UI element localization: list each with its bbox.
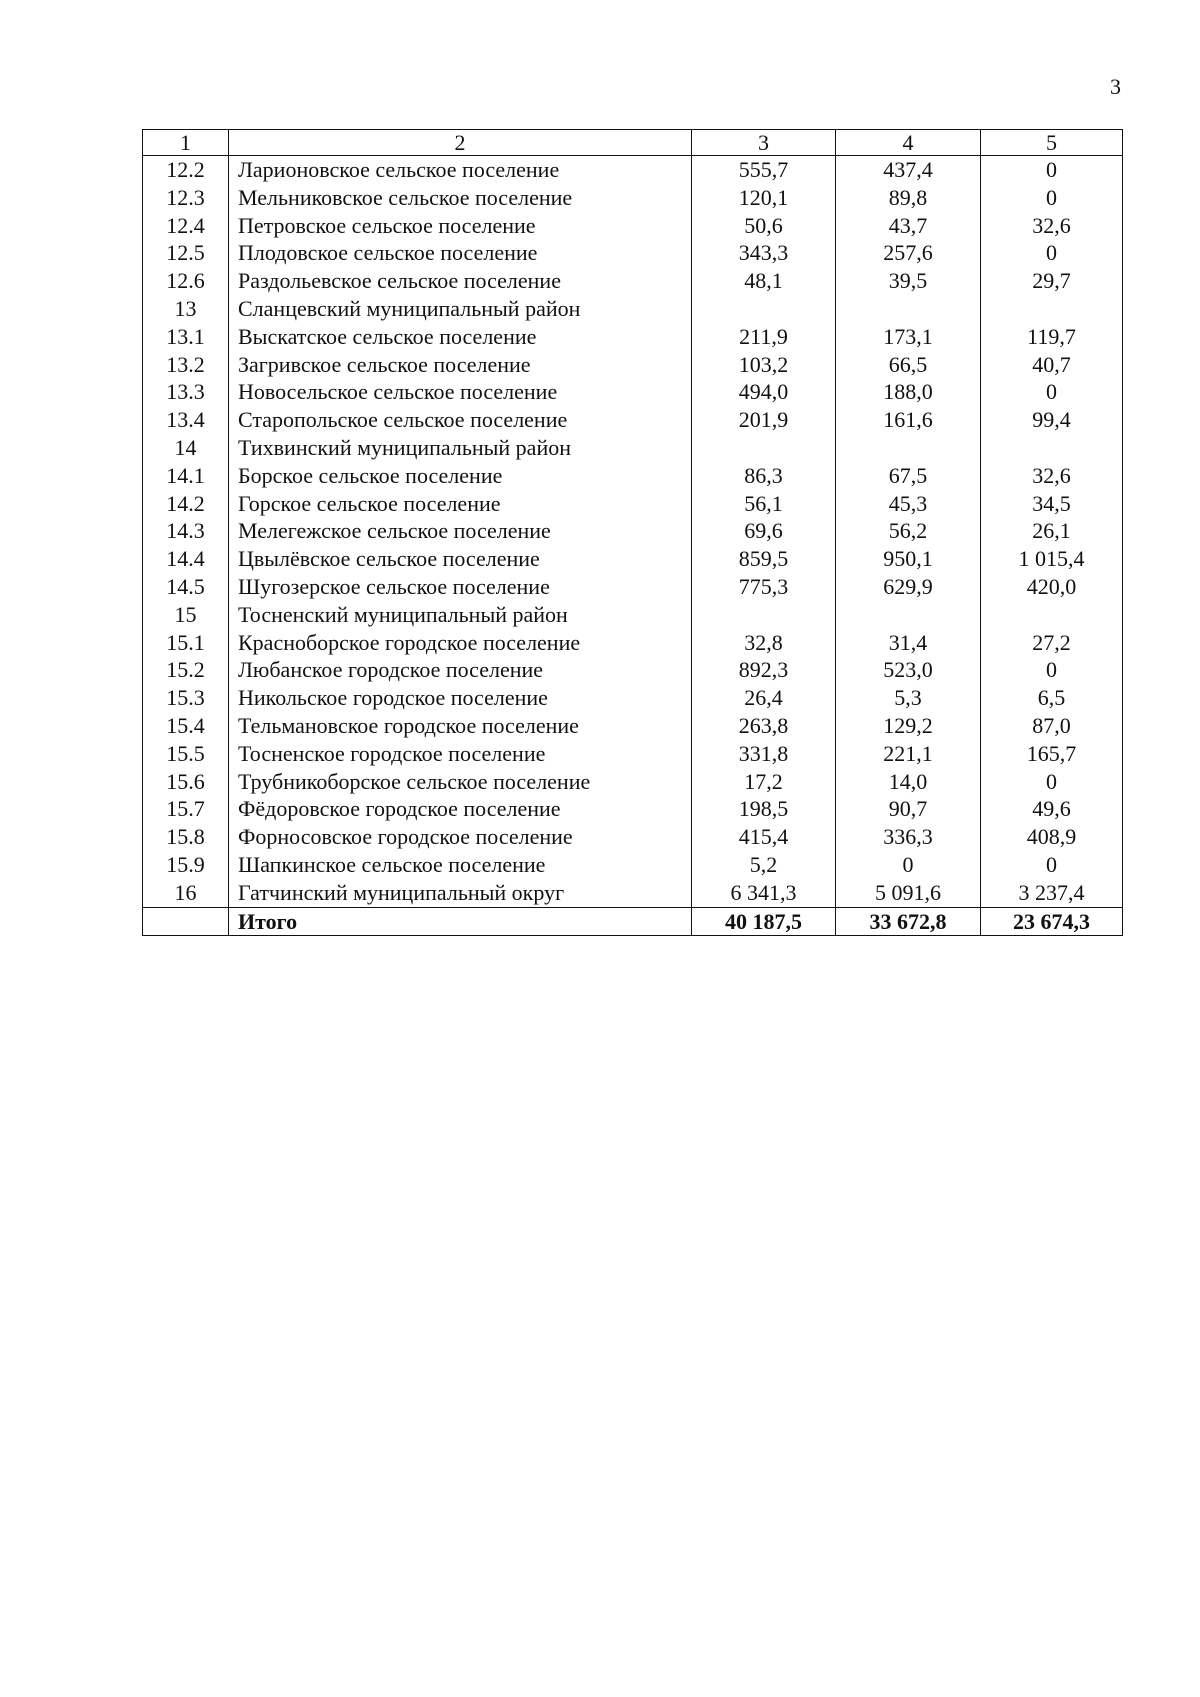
value-col3: 415,4 bbox=[692, 823, 836, 851]
value-col4: 257,6 bbox=[836, 239, 981, 267]
row-number: 14.1 bbox=[143, 462, 229, 490]
column-header: 3 bbox=[692, 130, 836, 156]
settlement-name: Сланцевский муниципальный район bbox=[229, 295, 692, 323]
row-number: 12.6 bbox=[143, 267, 229, 295]
total-value: 33 672,8 bbox=[836, 907, 981, 936]
row-number: 13 bbox=[143, 295, 229, 323]
value-col4: 5 091,6 bbox=[836, 879, 981, 907]
value-col4 bbox=[836, 434, 981, 462]
value-col5: 99,4 bbox=[981, 406, 1123, 434]
value-col3: 120,1 bbox=[692, 184, 836, 212]
value-col5: 27,2 bbox=[981, 629, 1123, 657]
value-col4: 523,0 bbox=[836, 656, 981, 684]
value-col4: 5,3 bbox=[836, 684, 981, 712]
page-number: 3 bbox=[1110, 74, 1121, 99]
value-col5: 0 bbox=[981, 656, 1123, 684]
row-number: 15.6 bbox=[143, 768, 229, 796]
column-header: 2 bbox=[229, 130, 692, 156]
value-col3: 32,8 bbox=[692, 629, 836, 657]
settlement-name: Форносовское городское поселение bbox=[229, 823, 692, 851]
value-col3: 555,7 bbox=[692, 156, 836, 184]
settlement-name: Любанское городское поселение bbox=[229, 656, 692, 684]
column-header: 4 bbox=[836, 130, 981, 156]
value-col3: 198,5 bbox=[692, 795, 836, 823]
value-col4: 336,3 bbox=[836, 823, 981, 851]
settlement-name: Мелегежское сельское поселение bbox=[229, 517, 692, 545]
row-number: 15.9 bbox=[143, 851, 229, 879]
value-col3: 859,5 bbox=[692, 545, 836, 573]
value-col3: 50,6 bbox=[692, 212, 836, 240]
table-row bbox=[143, 462, 1123, 490]
value-col5: 32,6 bbox=[981, 212, 1123, 240]
row-number: 14.3 bbox=[143, 517, 229, 545]
value-col4: 188,0 bbox=[836, 378, 981, 406]
table-row bbox=[143, 295, 1123, 323]
column-header: 1 bbox=[143, 130, 229, 156]
value-col5: 6,5 bbox=[981, 684, 1123, 712]
row-number: 15.2 bbox=[143, 656, 229, 684]
table-row bbox=[143, 656, 1123, 684]
row-number: 15.8 bbox=[143, 823, 229, 851]
value-col5: 0 bbox=[981, 768, 1123, 796]
table-row bbox=[143, 545, 1123, 573]
settlement-name: Петровское сельское поселение bbox=[229, 212, 692, 240]
value-col3: 775,3 bbox=[692, 573, 836, 601]
settlement-name: Раздольевское сельское поселение bbox=[229, 267, 692, 295]
row-number: 15.1 bbox=[143, 629, 229, 657]
value-col3: 86,3 bbox=[692, 462, 836, 490]
table-row bbox=[143, 851, 1123, 879]
settlement-name: Никольское городское поселение bbox=[229, 684, 692, 712]
value-col5: 40,7 bbox=[981, 351, 1123, 379]
value-col4: 173,1 bbox=[836, 323, 981, 351]
row-number: 16 bbox=[143, 879, 229, 907]
settlement-name: Тосненское городское поселение bbox=[229, 740, 692, 768]
table-row bbox=[143, 879, 1123, 907]
settlement-name: Мельниковское сельское поселение bbox=[229, 184, 692, 212]
value-col4: 45,3 bbox=[836, 490, 981, 518]
row-number: 14 bbox=[143, 434, 229, 462]
total-label: Итого bbox=[229, 907, 692, 936]
value-col5: 0 bbox=[981, 184, 1123, 212]
value-col5: 87,0 bbox=[981, 712, 1123, 740]
table-row bbox=[143, 267, 1123, 295]
value-col3 bbox=[692, 434, 836, 462]
value-col3 bbox=[692, 601, 836, 629]
value-col4: 56,2 bbox=[836, 517, 981, 545]
settlement-name: Загривское сельское поселение bbox=[229, 351, 692, 379]
value-col5: 0 bbox=[981, 378, 1123, 406]
value-col3: 263,8 bbox=[692, 712, 836, 740]
table-row bbox=[143, 573, 1123, 601]
value-col5: 3 237,4 bbox=[981, 879, 1123, 907]
value-col5 bbox=[981, 601, 1123, 629]
value-col3: 17,2 bbox=[692, 768, 836, 796]
table-row bbox=[143, 212, 1123, 240]
table-row bbox=[143, 768, 1123, 796]
value-col3: 56,1 bbox=[692, 490, 836, 518]
value-col5: 34,5 bbox=[981, 490, 1123, 518]
value-col5: 408,9 bbox=[981, 823, 1123, 851]
settlement-name: Тихвинский муниципальный район bbox=[229, 434, 692, 462]
settlement-name: Цвылёвское сельское поселение bbox=[229, 545, 692, 573]
value-col3 bbox=[692, 295, 836, 323]
value-col3: 103,2 bbox=[692, 351, 836, 379]
row-number: 15 bbox=[143, 601, 229, 629]
table-row bbox=[143, 378, 1123, 406]
value-col5: 1 015,4 bbox=[981, 545, 1123, 573]
value-col4: 89,8 bbox=[836, 184, 981, 212]
table-row bbox=[143, 712, 1123, 740]
value-col3: 201,9 bbox=[692, 406, 836, 434]
row-number: 15.5 bbox=[143, 740, 229, 768]
value-col3: 48,1 bbox=[692, 267, 836, 295]
table-row bbox=[143, 629, 1123, 657]
total-number-cell bbox=[143, 907, 229, 936]
row-number: 13.3 bbox=[143, 378, 229, 406]
value-col3: 331,8 bbox=[692, 740, 836, 768]
value-col3: 211,9 bbox=[692, 323, 836, 351]
row-number: 15.4 bbox=[143, 712, 229, 740]
settlement-name: Борское сельское поселение bbox=[229, 462, 692, 490]
value-col4: 90,7 bbox=[836, 795, 981, 823]
settlement-name: Трубникоборское сельское поселение bbox=[229, 768, 692, 796]
header-row bbox=[143, 130, 1123, 156]
value-col4: 14,0 bbox=[836, 768, 981, 796]
value-col4: 129,2 bbox=[836, 712, 981, 740]
value-col3: 343,3 bbox=[692, 239, 836, 267]
row-number: 14.5 bbox=[143, 573, 229, 601]
row-number: 12.4 bbox=[143, 212, 229, 240]
settlement-name: Тельмановское городское поселение bbox=[229, 712, 692, 740]
row-number: 12.2 bbox=[143, 156, 229, 184]
row-number: 13.4 bbox=[143, 406, 229, 434]
value-col3: 26,4 bbox=[692, 684, 836, 712]
value-col5: 49,6 bbox=[981, 795, 1123, 823]
value-col4: 0 bbox=[836, 851, 981, 879]
value-col4: 31,4 bbox=[836, 629, 981, 657]
row-number: 12.5 bbox=[143, 239, 229, 267]
table-row bbox=[143, 490, 1123, 518]
row-number: 14.4 bbox=[143, 545, 229, 573]
row-number: 15.7 bbox=[143, 795, 229, 823]
settlement-name: Старопольское сельское поселение bbox=[229, 406, 692, 434]
value-col5: 165,7 bbox=[981, 740, 1123, 768]
value-col4 bbox=[836, 601, 981, 629]
settlement-name: Красноборское городское поселение bbox=[229, 629, 692, 657]
table-row bbox=[143, 351, 1123, 379]
value-col3: 5,2 bbox=[692, 851, 836, 879]
value-col4: 67,5 bbox=[836, 462, 981, 490]
row-number: 15.3 bbox=[143, 684, 229, 712]
table-row bbox=[143, 434, 1123, 462]
table-row bbox=[143, 740, 1123, 768]
row-number: 13.2 bbox=[143, 351, 229, 379]
settlement-name: Шапкинское сельское поселение bbox=[229, 851, 692, 879]
value-col4: 66,5 bbox=[836, 351, 981, 379]
value-col3: 494,0 bbox=[692, 378, 836, 406]
table-row bbox=[143, 239, 1123, 267]
table-row bbox=[143, 156, 1123, 184]
value-col5: 29,7 bbox=[981, 267, 1123, 295]
settlement-name: Гатчинский муниципальный округ bbox=[229, 879, 692, 907]
table-row bbox=[143, 684, 1123, 712]
total-value: 23 674,3 bbox=[981, 907, 1123, 936]
settlement-name: Плодовское сельское поселение bbox=[229, 239, 692, 267]
value-col5: 0 bbox=[981, 851, 1123, 879]
row-number: 13.1 bbox=[143, 323, 229, 351]
table-row bbox=[143, 184, 1123, 212]
settlement-name: Новосельское сельское поселение bbox=[229, 378, 692, 406]
value-col4: 950,1 bbox=[836, 545, 981, 573]
value-col3: 6 341,3 bbox=[692, 879, 836, 907]
table-row bbox=[143, 517, 1123, 545]
value-col5: 26,1 bbox=[981, 517, 1123, 545]
value-col5: 32,6 bbox=[981, 462, 1123, 490]
table-body bbox=[143, 156, 1123, 908]
total-row bbox=[143, 907, 1123, 936]
value-col4 bbox=[836, 295, 981, 323]
value-col5: 0 bbox=[981, 239, 1123, 267]
table-row bbox=[143, 823, 1123, 851]
value-col5: 0 bbox=[981, 156, 1123, 184]
settlement-name: Фёдоровское городское поселение bbox=[229, 795, 692, 823]
value-col4: 39,5 bbox=[836, 267, 981, 295]
table-header bbox=[143, 130, 1123, 156]
value-col5 bbox=[981, 434, 1123, 462]
settlement-name: Шугозерское сельское поселение bbox=[229, 573, 692, 601]
value-col4: 43,7 bbox=[836, 212, 981, 240]
table-row bbox=[143, 601, 1123, 629]
settlement-name: Горское сельское поселение bbox=[229, 490, 692, 518]
value-col4: 161,6 bbox=[836, 406, 981, 434]
total-value: 40 187,5 bbox=[692, 907, 836, 936]
data-table bbox=[142, 129, 1123, 936]
row-number: 14.2 bbox=[143, 490, 229, 518]
value-col4: 221,1 bbox=[836, 740, 981, 768]
value-col5: 119,7 bbox=[981, 323, 1123, 351]
table-row bbox=[143, 795, 1123, 823]
value-col3: 892,3 bbox=[692, 656, 836, 684]
column-header: 5 bbox=[981, 130, 1123, 156]
value-col5 bbox=[981, 295, 1123, 323]
value-col4: 629,9 bbox=[836, 573, 981, 601]
table-row bbox=[143, 406, 1123, 434]
table-row bbox=[143, 323, 1123, 351]
value-col5: 420,0 bbox=[981, 573, 1123, 601]
row-number: 12.3 bbox=[143, 184, 229, 212]
table-footer bbox=[143, 907, 1123, 936]
value-col3: 69,6 bbox=[692, 517, 836, 545]
settlement-name: Выскатское сельское поселение bbox=[229, 323, 692, 351]
value-col4: 437,4 bbox=[836, 156, 981, 184]
settlement-name: Ларионовское сельское поселение bbox=[229, 156, 692, 184]
settlement-name: Тосненский муниципальный район bbox=[229, 601, 692, 629]
